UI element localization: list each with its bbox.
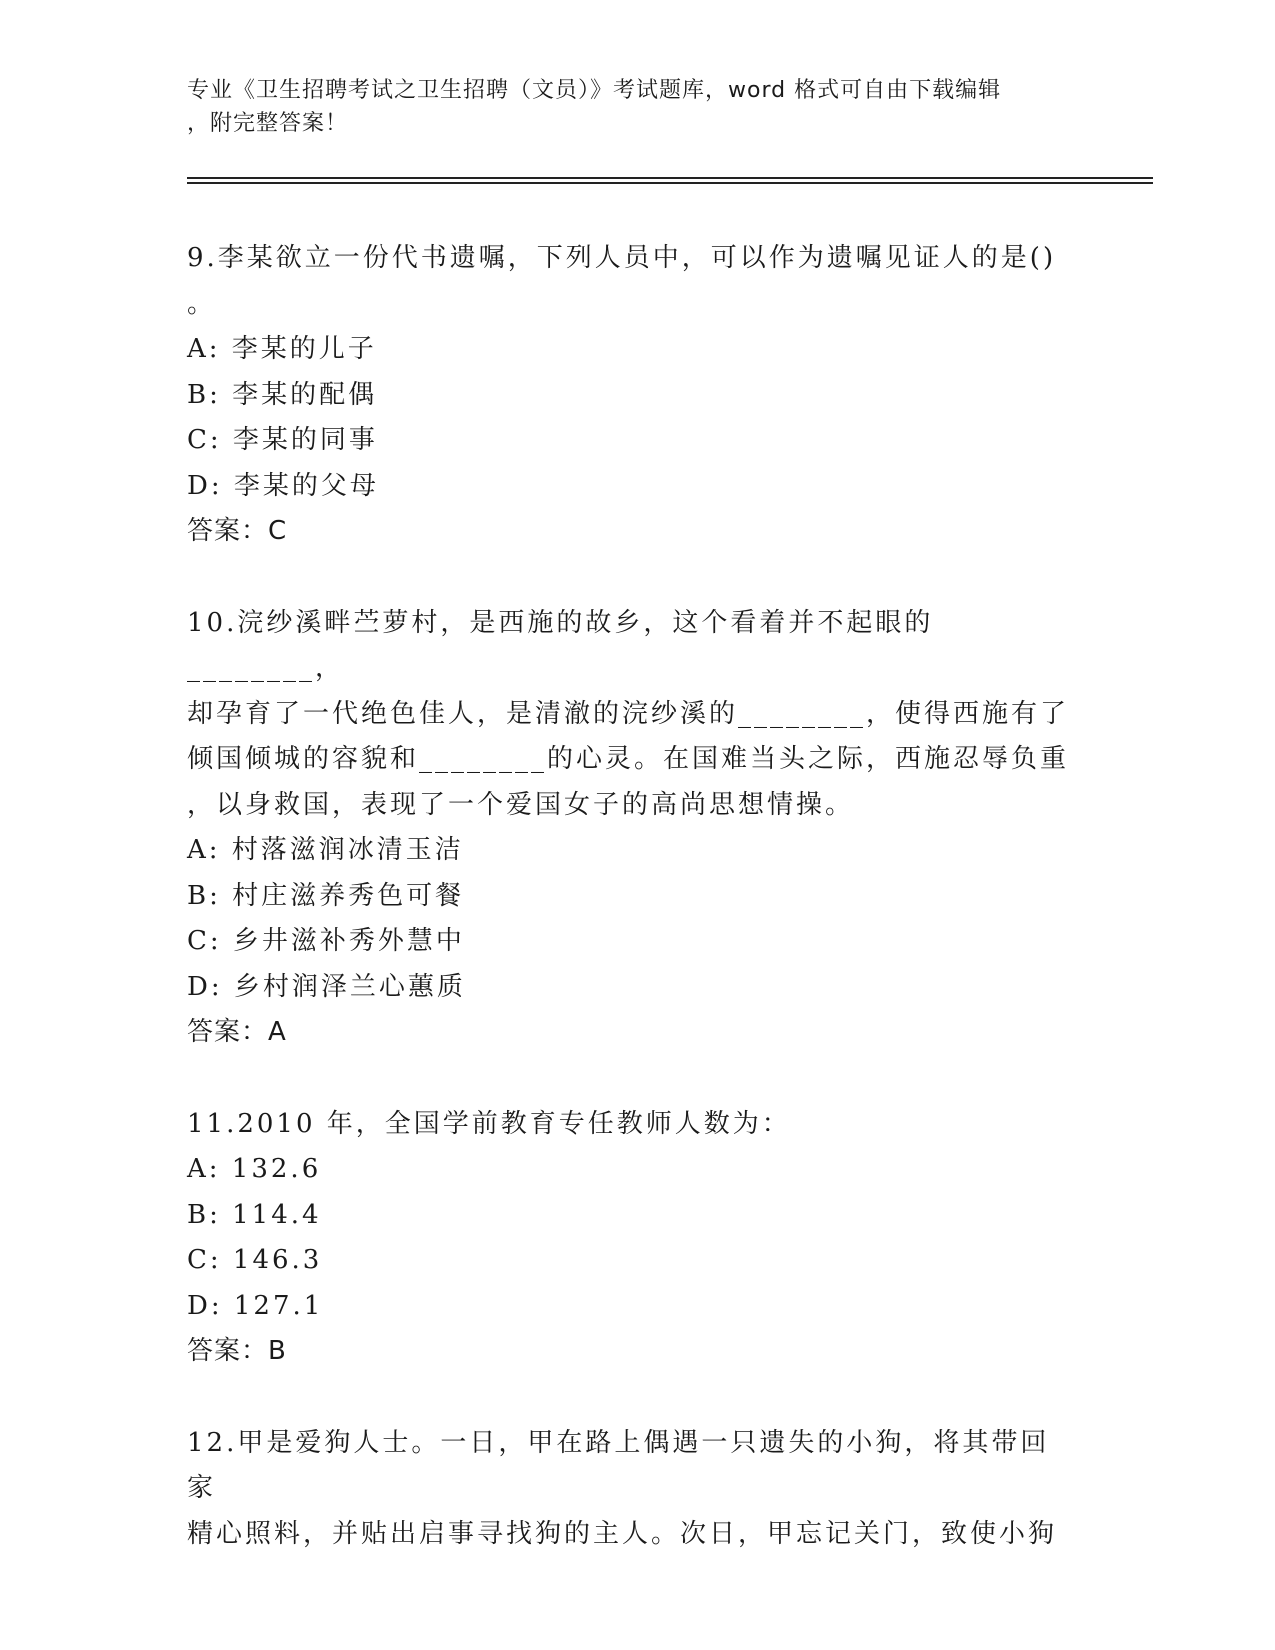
option-d: D: 127.1 — [187, 1290, 324, 1321]
question-stem-line: ，以身救国，表现了一个爱国女子的高尚思想情操。 — [187, 789, 855, 820]
option-c: C: 李某的同事 — [187, 425, 378, 455]
option-d: D: 李某的父母 — [187, 470, 379, 501]
question-stem-line: 倾国倾城的容貌和________的心灵。在国难当头之际，西施忍辱负重 — [187, 744, 1070, 774]
question-11 — [187, 1102, 1077, 1375]
option-b: B: 李某的配偶 — [187, 379, 378, 410]
option-a: A: 村落滋润冰清玉洁 — [187, 835, 464, 865]
question-stem-line: 精心照料，并贴出启事寻找狗的主人。次日，甲忘记关门，致使小狗 — [187, 1518, 1058, 1549]
question-list — [187, 236, 1077, 1557]
option-c: C: 乡井滋补秀外慧中 — [187, 926, 465, 956]
option-c: C: 146.3 — [187, 1245, 323, 1275]
question-stem-line: 11.2010 年，全国学前教育专任教师人数为： — [187, 1108, 791, 1139]
question-9 — [187, 236, 1077, 555]
question-12 — [187, 1421, 1077, 1558]
option-a: A: 132.6 — [187, 1154, 322, 1184]
option-b: B: 村庄滋养秀色可餐 — [187, 880, 465, 911]
question-stem-line: 10.浣纱溪畔苎萝村，是西施的故乡，这个看着并不起眼的________， — [187, 607, 934, 683]
question-stem-line: 12.甲是爱狗人士。一日，甲在路上偶遇一只遗失的小狗，将其带回家 — [187, 1427, 1050, 1503]
option-a: A: 李某的儿子 — [187, 334, 377, 364]
answer: 答案：B — [187, 1336, 287, 1366]
question-stem-line: 却孕育了一代绝色佳人，是清澈的浣纱溪的________，使得西施有了 — [187, 698, 1070, 729]
option-d: D: 乡村润泽兰心蕙质 — [187, 971, 466, 1002]
header-rule-top — [187, 177, 1153, 179]
header-rule-bottom — [187, 182, 1153, 184]
question-stem-line: 。 — [187, 288, 217, 319]
option-b: B: 114.4 — [187, 1199, 322, 1230]
answer: 答案：C — [187, 516, 288, 546]
document-header — [187, 74, 1067, 140]
header-line-2: ，附完整答案！ — [187, 111, 349, 136]
question-stem-line: 9.李某欲立一份代书遗嘱，下列人员中，可以作为遗嘱见证人的是() — [187, 243, 1057, 273]
question-10 — [187, 601, 1077, 1056]
answer: 答案：A — [187, 1017, 287, 1047]
header-line-1: 专业《卫生招聘考试之卫生招聘（文员）》考试题库，word 格式可自由下载编辑 — [187, 78, 1002, 103]
